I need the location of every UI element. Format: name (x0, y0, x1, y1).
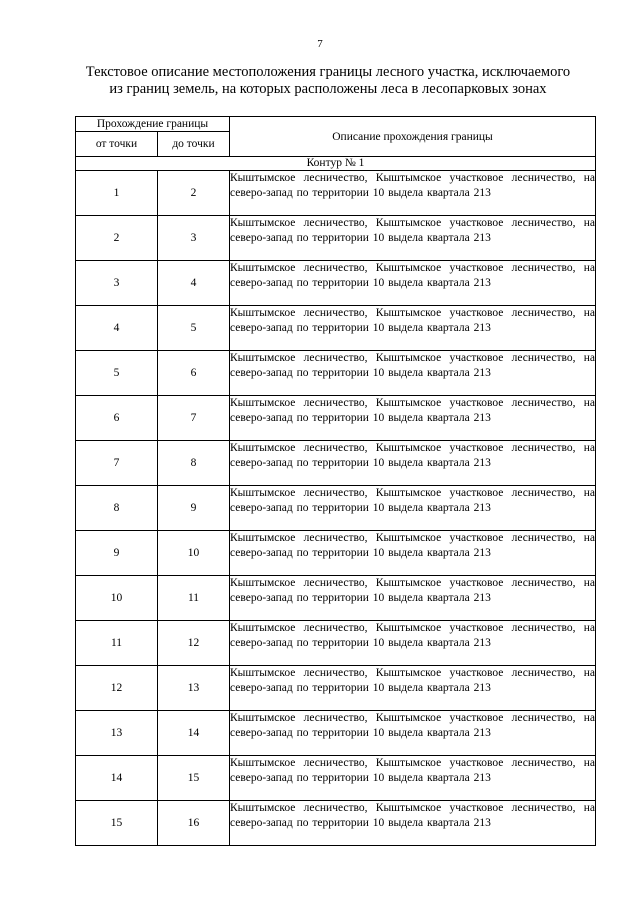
from-point-cell: 8 (76, 486, 158, 531)
description-text: Кыштымское лесничество, Кыштымское участковое лесничество, на северо-запад по территории 10 выдела квартала 213 (230, 352, 595, 379)
from-point-cell: 14 (76, 756, 158, 801)
to-point-cell: 9 (158, 486, 230, 531)
from-point-cell: 15 (76, 801, 158, 846)
to-point-cell: 12 (158, 621, 230, 666)
to-point-cell: 16 (158, 801, 230, 846)
table-row (76, 666, 596, 711)
table-row (76, 621, 596, 666)
from-point-cell: 3 (76, 261, 158, 306)
from-point-cell: 4 (76, 306, 158, 351)
description-text: Кыштымское лесничество, Кыштымское участковое лесничество, на северо-запад по территории 10 выдела квартала 213 (230, 442, 595, 469)
document-title (60, 64, 596, 98)
description-cell (230, 351, 596, 396)
description-text: Кыштымское лесничество, Кыштымское участковое лесничество, на северо-запад по территории 10 выдела квартала 213 (230, 307, 595, 334)
to-point-cell: 5 (158, 306, 230, 351)
boundary-table (75, 116, 596, 846)
description-cell (230, 306, 596, 351)
table-row (76, 306, 596, 351)
table-row (76, 801, 596, 846)
to-point-cell: 15 (158, 756, 230, 801)
title-line-2: из границ земель, на которых расположены леса в лесопарковых зонах (109, 81, 547, 97)
from-point-cell: 5 (76, 351, 158, 396)
from-point-cell: 10 (76, 576, 158, 621)
title-line-1: Текстовое описание местоположения границы лесного участка, исключаемого (85, 64, 571, 80)
description-text: Кыштымское лесничество, Кыштымское участковое лесничество, на северо-запад по территории 10 выдела квартала 213 (230, 217, 595, 244)
header-from-point: от точки (76, 132, 158, 157)
contour-label: Контур № 1 (76, 157, 596, 171)
description-cell (230, 756, 596, 801)
description-text: Кыштымское лесничество, Кыштымское участковое лесничество, на северо-запад по территории 10 выдела квартала 213 (230, 172, 595, 199)
to-point-cell: 13 (158, 666, 230, 711)
description-text: Кыштымское лесничество, Кыштымское участковое лесничество, на северо-запад по территории 10 выдела квартала 213 (230, 802, 595, 829)
description-text: Кыштымское лесничество, Кыштымское участковое лесничество, на северо-запад по территории 10 выдела квартала 213 (230, 577, 595, 604)
description-cell (230, 621, 596, 666)
table-row (76, 711, 596, 756)
description-cell (230, 711, 596, 756)
from-point-cell: 11 (76, 621, 158, 666)
from-point-cell: 6 (76, 396, 158, 441)
from-point-cell: 12 (76, 666, 158, 711)
table-row (76, 261, 596, 306)
description-text: Кыштымское лесничество, Кыштымское участковое лесничество, на северо-запад по территории 10 выдела квартала 213 (230, 712, 595, 739)
description-text: Кыштымское лесничество, Кыштымское участковое лесничество, на северо-запад по территории 10 выдела квартала 213 (230, 757, 595, 784)
table-row (76, 351, 596, 396)
page-number: 7 (317, 38, 323, 50)
from-point-cell: 2 (76, 216, 158, 261)
table-header (76, 117, 596, 157)
description-cell (230, 666, 596, 711)
description-cell (230, 261, 596, 306)
description-cell (230, 171, 596, 216)
table-row (76, 486, 596, 531)
to-point-cell: 7 (158, 396, 230, 441)
table-row (76, 576, 596, 621)
header-to-point: до точки (158, 132, 230, 157)
to-point-cell: 6 (158, 351, 230, 396)
description-cell (230, 576, 596, 621)
table-row (76, 531, 596, 576)
from-point-cell: 1 (76, 171, 158, 216)
header-description: Описание прохождения границы (230, 117, 596, 157)
to-point-cell: 3 (158, 216, 230, 261)
from-point-cell: 13 (76, 711, 158, 756)
to-point-cell: 2 (158, 171, 230, 216)
to-point-cell: 4 (158, 261, 230, 306)
table-row (76, 216, 596, 261)
table-row (76, 396, 596, 441)
description-text: Кыштымское лесничество, Кыштымское участковое лесничество, на северо-запад по территории 10 выдела квартала 213 (230, 667, 595, 694)
table-row (76, 441, 596, 486)
description-text: Кыштымское лесничество, Кыштымское участковое лесничество, на северо-запад по территории 10 выдела квартала 213 (230, 262, 595, 289)
from-point-cell: 7 (76, 441, 158, 486)
description-cell (230, 486, 596, 531)
description-text: Кыштымское лесничество, Кыштымское участковое лесничество, на северо-запад по территории 10 выдела квартала 213 (230, 487, 595, 514)
description-text: Кыштымское лесничество, Кыштымское участковое лесничество, на северо-запад по территории 10 выдела квартала 213 (230, 532, 595, 559)
description-cell (230, 531, 596, 576)
description-cell (230, 216, 596, 261)
table-body (76, 157, 596, 846)
to-point-cell: 8 (158, 441, 230, 486)
table-row (76, 756, 596, 801)
description-cell (230, 396, 596, 441)
to-point-cell: 14 (158, 711, 230, 756)
table-row (76, 171, 596, 216)
description-text: Кыштымское лесничество, Кыштымское участковое лесничество, на северо-запад по территории 10 выдела квартала 213 (230, 622, 595, 649)
description-cell (230, 441, 596, 486)
to-point-cell: 11 (158, 576, 230, 621)
header-passage: Прохождение границы (76, 117, 230, 132)
to-point-cell: 10 (158, 531, 230, 576)
from-point-cell: 9 (76, 531, 158, 576)
description-text: Кыштымское лесничество, Кыштымское участковое лесничество, на северо-запад по территории 10 выдела квартала 213 (230, 397, 595, 424)
description-cell (230, 801, 596, 846)
